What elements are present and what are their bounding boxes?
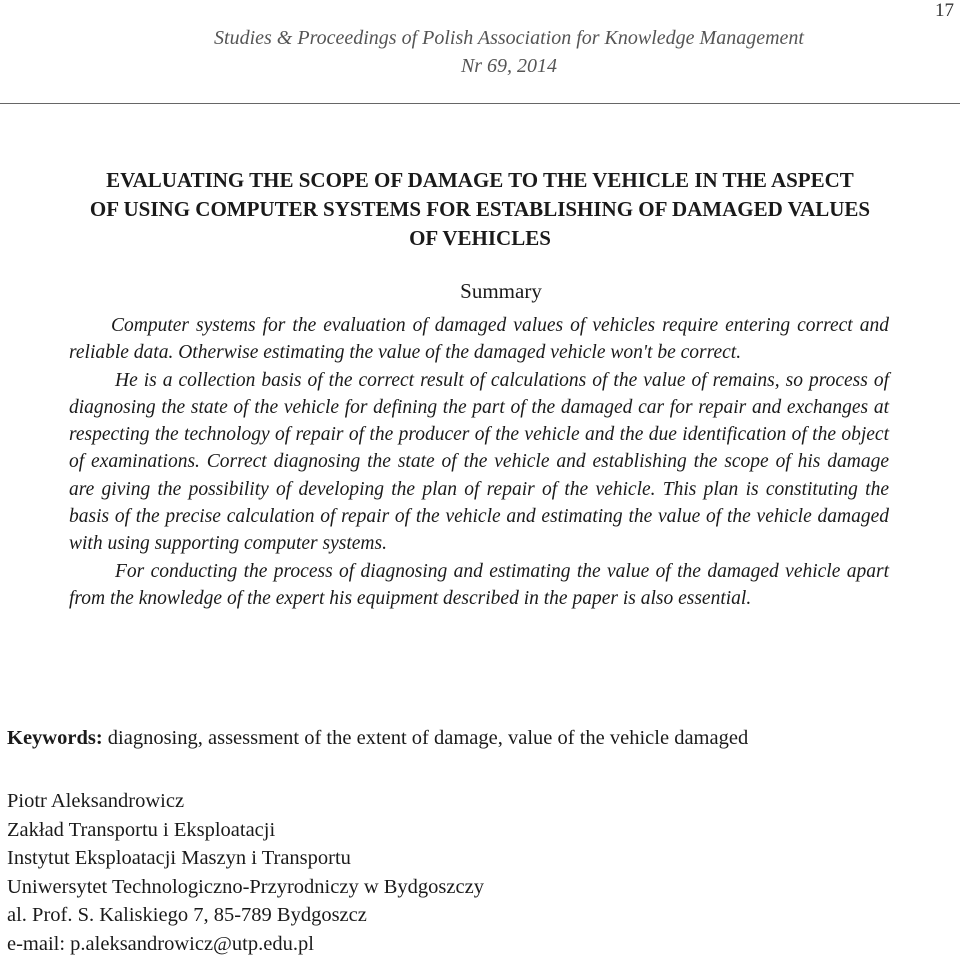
author-institute: Instytut Eksploatacji Maszyn i Transportu xyxy=(7,844,484,873)
author-university: Uniwersytet Technologiczno-Przyrodniczy w Bydgoszczy xyxy=(7,873,484,902)
abstract-paragraph: He is a collection basis of the correct result of calculations of the value of remains, so process of diagnosing the state of the vehicle for defining the part of the damaged car for repair and exchanges at respecting the technology of repair of the producer of the vehicle and the due identification of the object of examinations. Correct diagnosing the state of the vehicle and establishing the scope of his damage are giving the possibility of developing the plan of repair of the vehicle. This plan is constituting the basis of the precise calculation of repair of the vehicle and estimating the value of the vehicle damaged with using supporting computer systems. xyxy=(69,367,889,558)
author-email: e-mail: p.aleksandrowicz@utp.edu.pl xyxy=(7,930,484,958)
title-line: EVALUATING THE SCOPE OF DAMAGE TO THE VEHICLE IN THE ASPECT xyxy=(0,166,960,195)
abstract xyxy=(69,312,889,612)
title-line: OF VEHICLES xyxy=(0,224,960,253)
author-name: Piotr Aleksandrowicz xyxy=(7,787,484,816)
author-department: Zakład Transportu i Eksploatacji xyxy=(7,816,484,845)
title-line: OF USING COMPUTER SYSTEMS FOR ESTABLISHING OF DAMAGED VALUES xyxy=(0,195,960,224)
article-title xyxy=(0,166,960,253)
keywords-label: Keywords: xyxy=(7,727,103,749)
author-block xyxy=(7,787,484,958)
author-address: al. Prof. S. Kaliskiego 7, 85-789 Bydgoszcz xyxy=(7,901,484,930)
keywords-text: diagnosing, assessment of the extent of damage, value of the vehicle damaged xyxy=(108,727,748,749)
header-rule xyxy=(0,103,960,104)
journal-title: Studies & Proceedings of Polish Association for Knowledge Management xyxy=(0,24,960,52)
journal-issue: Nr 69, 2014 xyxy=(0,52,960,80)
journal-header xyxy=(0,24,960,80)
abstract-paragraph: Computer systems for the evaluation of damaged values of vehicles require entering correct and reliable data. Otherwise estimating the value of the damaged vehicle won't be correct. xyxy=(69,312,889,367)
page-number: 17 xyxy=(935,0,954,22)
keywords xyxy=(7,724,748,752)
abstract-paragraph: For conducting the process of diagnosing and estimating the value of the damaged vehicle apart from the knowledge of the expert his equipment described in the paper is also essential. xyxy=(69,558,889,613)
summary-heading: Summary xyxy=(0,277,960,305)
